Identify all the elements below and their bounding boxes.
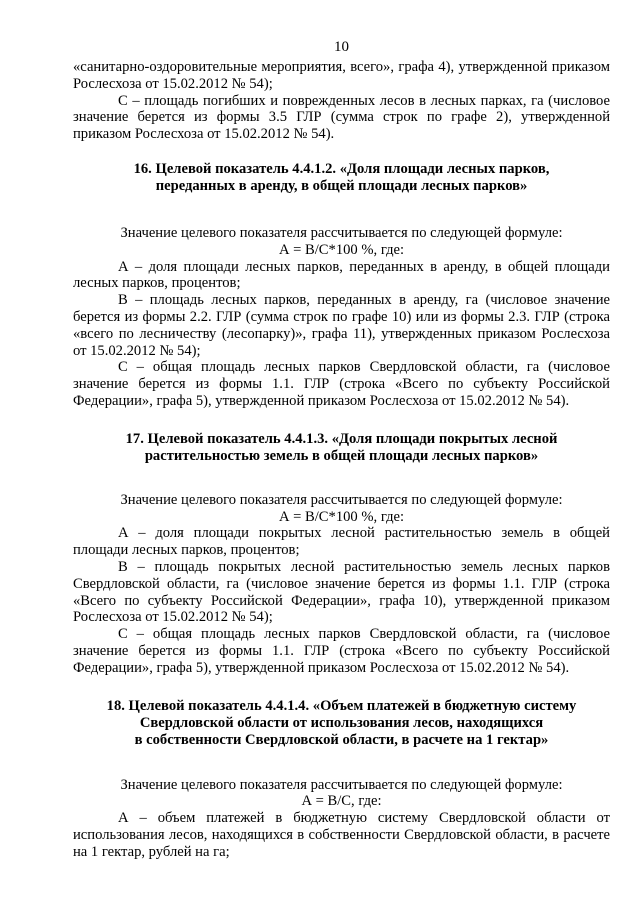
page-number: 10 [334, 39, 349, 55]
section-17-definition-a: А – доля площади покрытых лесной растительностью земель в общей площади лесных парков, процентов; [73, 525, 610, 559]
section-18-formula-intro: Значение целевого показателя рассчитывается по следующей формуле: [120, 776, 563, 793]
section-16-heading [73, 161, 610, 195]
section-18-formula: А = В/С, где: [301, 793, 382, 810]
section-16-heading-line: переданных в аренду, в общей площади лесных парков» [155, 177, 528, 194]
intro-paragraph-continued: «санитарно-оздоровительные мероприятия, всего», графа 4), утвержденной приказом Рослесхоза от 15.02.2012 № 54); [73, 59, 610, 92]
section-18-heading [73, 698, 610, 749]
section-17-formula: А = В/С*100 %, где: [278, 508, 405, 525]
section-18-heading-line: 18. Целевой показатель 4.4.1.4. «Объем платежей в бюджетную систему [106, 697, 577, 714]
section-17-heading-line: растительностью земель в общей площади лесных парков» [144, 447, 539, 464]
section-18-heading-line: Свердловской области от использования лесов, находящихся [139, 714, 544, 731]
section-18-heading-line: в собственности Свердловской области, в расчете на 1 гектар» [134, 731, 549, 748]
section-16-heading-line: 16. Целевой показатель 4.4.1.2. «Доля площади лесных парков, [133, 160, 550, 177]
section-17-heading-line: 17. Целевой показатель 4.4.1.3. «Доля площади покрытых лесной [125, 430, 558, 447]
section-16-definition-a: А – доля площади лесных парков, переданных в аренду, в общей площади лесных парков, процентов; [73, 258, 610, 292]
section-16-formula-intro: Значение целевого показателя рассчитывается по следующей формуле: [120, 224, 563, 241]
section-17-formula-intro: Значение целевого показателя рассчитывается по следующей формуле: [120, 491, 563, 508]
section-16-definition-c: С – общая площадь лесных парков Свердловской области, га (числовое значение берется из формы 1.1. ГЛР (строка «Всего по субъекту Российской Федерации», графа 5), утвержденной приказом Рослесхоза от 15.02.2012 № 54). [73, 359, 610, 409]
section-17-definition-c: С – общая площадь лесных парков Свердловской области, га (числовое значение берется из формы 1.1. ГЛР (строка «Всего по субъекту Российской Федерации», графа 5), утвержденной приказом Рослесхоза от 15.02.2012 № 54). [73, 626, 610, 676]
section-18-definition-a: А – объем платежей в бюджетную систему Свердловской области от использования лесов, находящихся в собственности Свердловской области, в расчете на 1 гектар, рублей на га; [73, 810, 610, 860]
section-16-formula: А = В/С*100 %, где: [278, 241, 405, 258]
section-17-heading [73, 431, 610, 465]
intro-paragraph-c-definition: С – площадь погибших и поврежденных лесов в лесных парках, га (числовое значение берется из формы 3.5 ГЛР (сумма строк по графе 2), утвержденной приказом Рослесхоза от 15.02.2012 № 54). [73, 92, 610, 143]
section-16-definition-b: В – площадь лесных парков, переданных в аренду, га (числовое значение берется из формы 2.2. ГЛР (сумма строк по графе 10) или из формы 2.3. ГЛР (строка «всего по лесничеству (лесопарку)», графа 11), утвержденных приказом Рослесхоза от 15.02.2012 № 54); [73, 292, 610, 359]
section-17-definition-b: В – площадь покрытых лесной растительностью земель лесных парков Свердловской области, га (числовое значение берется из формы 1.1. ГЛР (строка «Всего по субъекту Российской Федерации», графа 10), утвержденной приказом Рослесхоза от 15.02.2012 № 54); [73, 558, 610, 626]
